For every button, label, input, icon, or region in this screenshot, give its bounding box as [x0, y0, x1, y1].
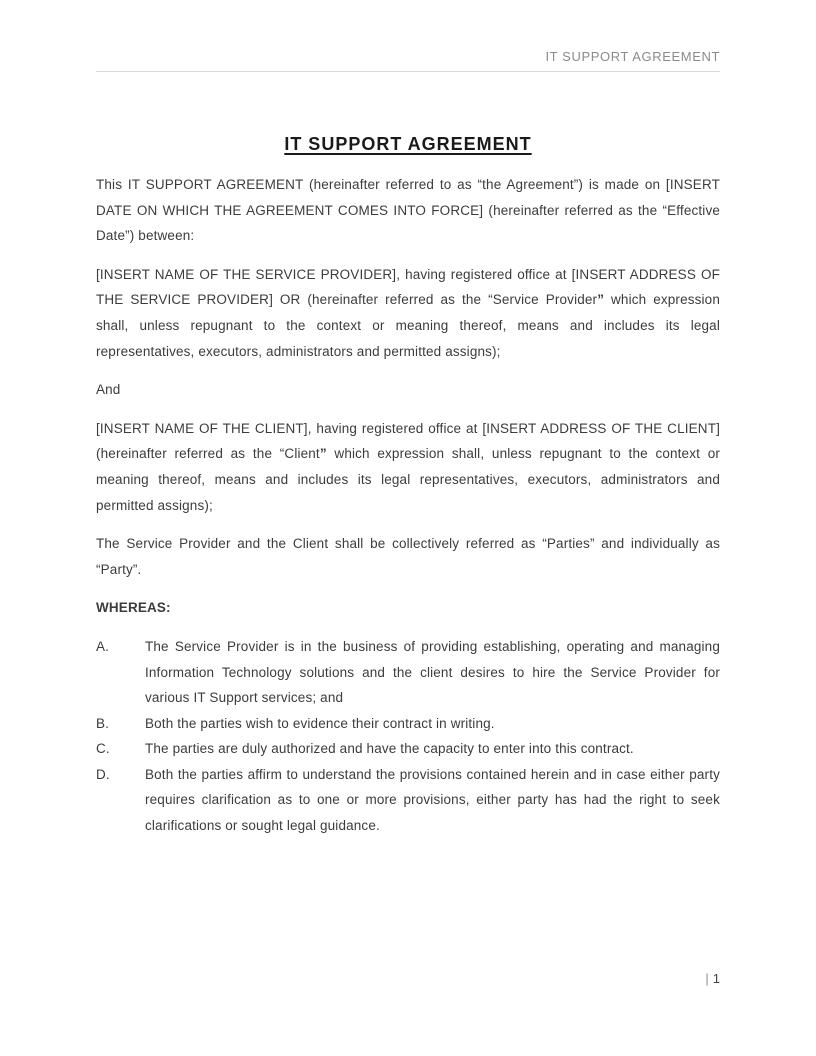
recital-text: Both the parties wish to evidence their contract in writing.: [145, 715, 495, 731]
paragraph: [96, 377, 720, 403]
recital-marker: D.: [96, 766, 110, 782]
page-number-separator: |: [705, 971, 709, 986]
recital-item: [96, 711, 720, 737]
text-run: which expression shall, unless repugnant to the context or meaning thereof, means and includes its legal representatives, executors, administrators and permitted assigns);: [96, 446, 720, 513]
bold-text-run: ”: [597, 292, 605, 308]
page-number: 1: [712, 971, 720, 986]
recital-list: [96, 634, 720, 839]
text-run: [INSERT NAME OF THE SERVICE PROVIDER], having registered office at [INSERT ADDRESS OF THE SERVICE PROVIDER] OR (hereinafter referred as the “Service Provider: [96, 266, 720, 308]
recital-item: [96, 736, 720, 762]
header-title: IT SUPPORT AGREEMENT: [545, 49, 720, 64]
recital-text: The Service Provider is in the business of providing establishing, operating and managing Information Technology solutions and the client desires to hire the Service Provider for various IT Support services; and: [145, 638, 720, 706]
document-title: IT SUPPORT AGREEMENT: [284, 134, 532, 154]
paragraph: [96, 531, 720, 582]
page-footer: [705, 971, 720, 987]
bold-text-run: ”: [319, 446, 327, 462]
recital-text: Both the parties affirm to understand the provisions contained herein and in case either party requires clarification as to one or more provisions, either party has had the right to seek clarifications or sought legal guidance.: [145, 766, 720, 834]
text-run: which expression shall, unless repugnant to the context or meaning thereof, means and includes its legal representatives, executors, administrators and permitted assigns);: [96, 292, 720, 359]
recital-marker: C.: [96, 741, 110, 757]
text-run: This IT SUPPORT AGREEMENT (hereinafter referred to as “the Agreement”) is made on [INSERT DATE ON WHICH THE AGREEMENT COMES INTO FORCE] (hereinafter referred as the “Effective Date”) between:: [96, 177, 720, 244]
text-run: And: [96, 382, 121, 398]
text-run: [INSERT NAME OF THE CLIENT], having registered office at [INSERT ADDRESS OF THE CLIENT] (hereinafter referred as the “Client: [96, 420, 720, 462]
recital-text: The parties are duly authorized and have the capacity to enter into this contract.: [145, 741, 634, 757]
paragraph: [96, 262, 720, 364]
paragraph: [96, 595, 720, 621]
recital-item: [96, 634, 720, 711]
page-header: [96, 0, 720, 72]
bold-text-run: WHEREAS:: [96, 600, 171, 616]
text-run: The Service Provider and the Client shall be collectively referred as “Parties” and individually as “Party”.: [96, 536, 720, 577]
recital-marker: B.: [96, 715, 110, 731]
recital-item: [96, 762, 720, 839]
paragraph: [96, 172, 720, 249]
document-body: [96, 172, 720, 839]
paragraph: [96, 416, 720, 518]
recital-marker: A.: [96, 638, 110, 654]
